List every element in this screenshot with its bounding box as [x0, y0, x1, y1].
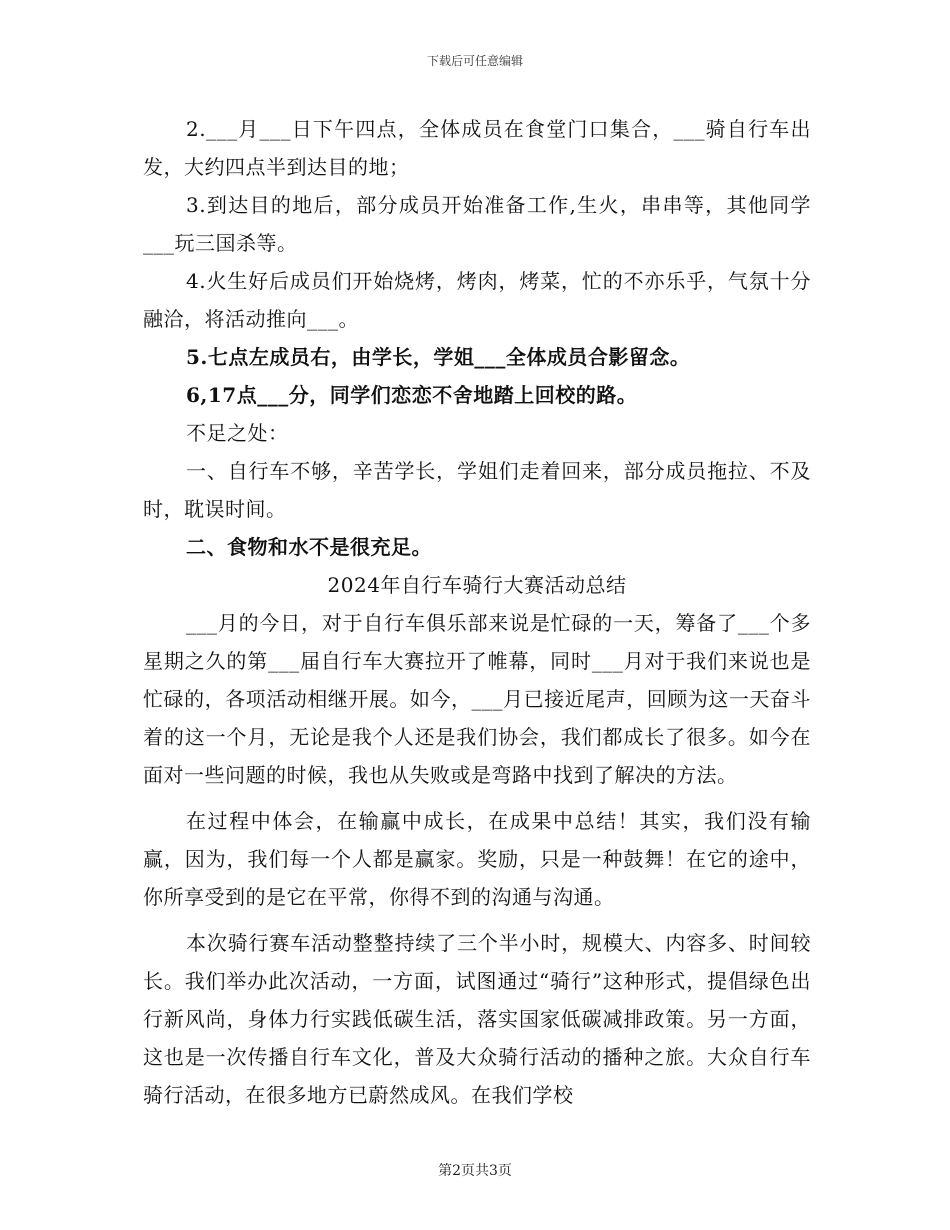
summary-paragraph-3: 本次骑行赛车活动整整持续了三个半小时，规模大、内容多、时间较长。我们举办此次活动，一方面，试图通过“骑行”这种形式，提倡绿色出行新风尚，身体力行实践低碳生活，落实国家低碳减排政策。另一方面，这也是一次传播自行车文化，普及大众骑行活动的播种之旅。大众自行车骑行活动，在很多地方已蔚然成风。在我们学校 — [143, 931, 811, 1107]
page-header: 下载后可任意编辑 — [426, 54, 523, 68]
shortcoming-2: 二、食物和水不是很充足。 — [186, 535, 432, 559]
summary-paragraph-1: ___月的今日，对于自行车俱乐部来说是忙碌的一天，筹备了___个多星期之久的第___届自行车大赛拉开了帷幕，同时___月对于我们来说也是忙碌的，各项活动相继开展。如今，___月已接近尾声，回顾为这一天奋斗着的这一个月，无论是我个人还是我们协会，我们都成长了很多。如今在面对一些问题的时候，我也从失败或是弯路中找到了解决的方法。 — [143, 611, 811, 787]
paragraph-step-4: 4.火生好后成员们开始烧烤，烤肉，烤菜，忙的不亦乐乎，气氛十分融洽，将活动推向___。 — [143, 269, 811, 331]
paragraph-step-3: 3.到达目的地后，部分成员开始准备工作,生火，串串等，其他同学___玩三国杀等。 — [143, 193, 811, 255]
shortcoming-1: 一、自行车不够，辛苦学长，学姐们走着回来，部分成员拖拉、不及时，耽误时间。 — [143, 459, 811, 521]
section-title: 2024年自行车骑行大赛活动总结 — [327, 573, 627, 597]
shortcomings-heading: 不足之处： — [186, 421, 289, 445]
paragraph-step-6: 6,17点___分，同学们恋恋不舍地踏上回校的路。 — [186, 383, 638, 407]
paragraph-step-2: 2.___月___日下午四点，全体成员在食堂门口集合，___骑自行车出发，大约四点半到达目的地； — [143, 117, 811, 179]
summary-paragraph-2: 在过程中体会，在输赢中成长，在成果中总结！其实，我们没有输赢，因为，我们每一个人都是赢家。奖励，只是一种鼓舞！在它的途中，你所享受到的是它在平常，你得不到的沟通与沟通。 — [143, 809, 811, 909]
document-body — [143, 110, 811, 1114]
page-number: 第2页共3页 — [438, 1163, 512, 1179]
paragraph-step-5: 5.七点左成员右，由学长，学姐___全体成员合影留念。 — [186, 345, 691, 369]
